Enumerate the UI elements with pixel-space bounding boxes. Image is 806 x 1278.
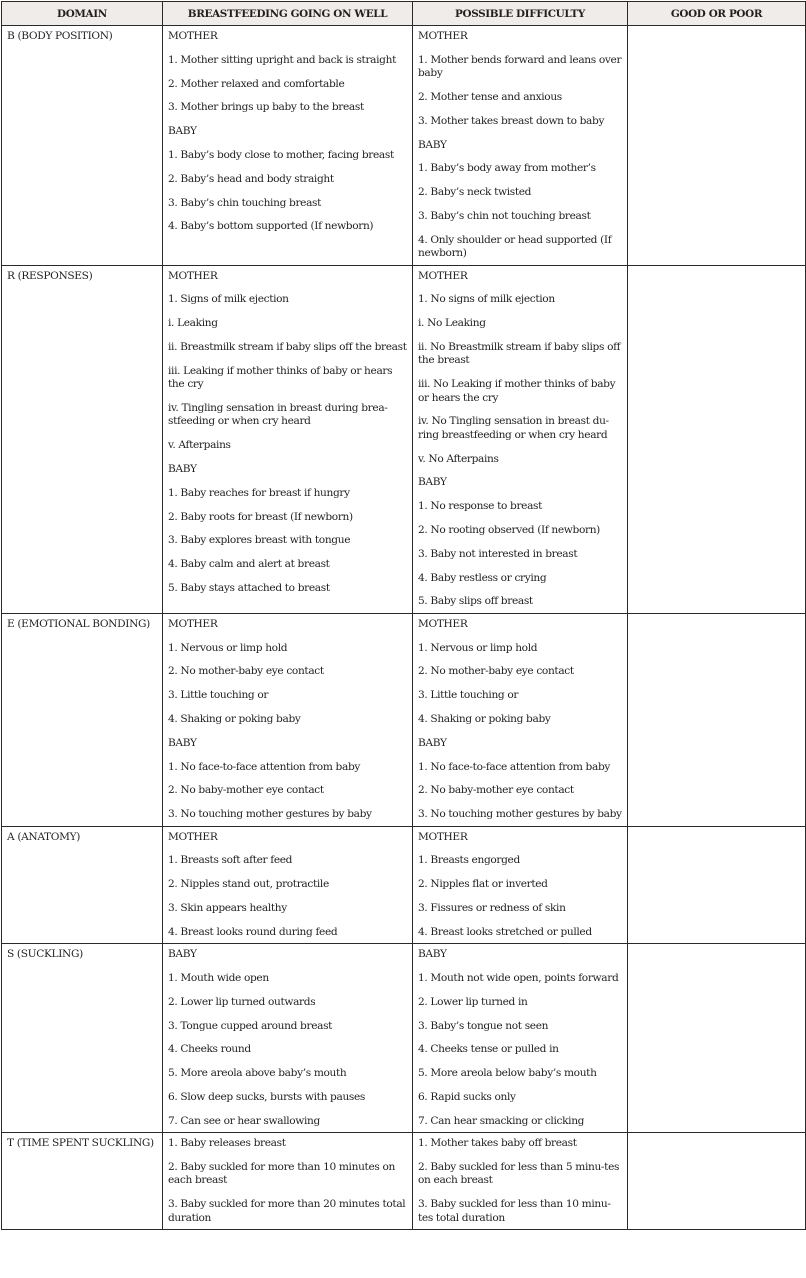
list-item: v. No Afterpains <box>418 452 499 465</box>
list-item: 3. Baby’s tongue not seen <box>418 1019 549 1032</box>
list-item: 4. Shaking or poking baby <box>418 712 551 725</box>
list-item: 2. Mother relaxed and comfortable <box>168 77 345 90</box>
list-item: 4. Baby restless or crying <box>418 571 547 584</box>
list-item: iv. No Tingling sensation in breast du-ring breastfeeding or when cry heard <box>418 415 609 441</box>
list-item: i. Leaking <box>168 317 218 330</box>
list-item: 3. Skin appears healthy <box>168 901 287 914</box>
header-going-well: BREASTFEEDING GOING ON WELL <box>163 2 413 26</box>
list-item: 6. Slow deep sucks, bursts with pauses <box>168 1090 366 1103</box>
list-item: 2. No mother-baby eye contact <box>418 665 574 678</box>
list-item: 1. Mother sitting upright and back is straight <box>168 53 396 66</box>
list-item: ii. Breastmilk stream if baby slips off the breast <box>168 340 407 353</box>
list-item: 2. Nipples flat or inverted <box>418 878 548 891</box>
list-item: 3. No touching mother gestures by baby <box>168 808 372 821</box>
going-well-cell <box>163 613 413 826</box>
list-item: 3. Little touching or <box>168 689 269 702</box>
list-item: 7. Can see or hear swallowing <box>168 1114 320 1127</box>
list-item: 7. Can hear smacking or clicking <box>418 1114 585 1127</box>
list-item: BABY <box>418 736 447 749</box>
list-item: 3. Baby’s chin not touching breast <box>418 209 591 222</box>
list-item: 3. Baby’s chin touching breast <box>168 196 322 209</box>
list-item: MOTHER <box>418 269 468 282</box>
list-item: 1. No face-to-face attention from baby <box>418 760 611 773</box>
list-item: 1. Baby reaches for breast if hungry <box>168 486 350 499</box>
list-item: 4. Baby’s bottom supported (If newborn) <box>168 220 374 233</box>
list-item: 3. No touching mother gestures by baby <box>418 808 622 821</box>
list-item: MOTHER <box>168 617 218 630</box>
list-item: MOTHER <box>168 830 218 843</box>
header-row <box>2 2 806 26</box>
list-item: 5. More areola above baby’s mouth <box>168 1067 347 1080</box>
good-or-poor-cell[interactable] <box>628 613 806 826</box>
good-or-poor-cell[interactable] <box>628 265 806 613</box>
list-item: MOTHER <box>168 269 218 282</box>
going-well-cell <box>163 826 413 944</box>
difficulty-cell <box>413 1133 628 1230</box>
list-item: 4. Breast looks stretched or pulled <box>418 925 592 938</box>
list-item: 3. Tongue cupped around breast <box>168 1019 333 1032</box>
going-well-cell <box>163 944 413 1133</box>
list-item: 3. Baby suckled for more than 20 minutes total duration <box>168 1198 406 1224</box>
list-item: 2. Mother tense and anxious <box>418 91 562 103</box>
difficulty-cell <box>413 26 628 266</box>
list-item: 1. Mouth wide open <box>168 971 269 984</box>
list-item: 4. Baby calm and alert at breast <box>168 558 330 571</box>
list-item: 2. No baby-mother eye contact <box>418 784 574 797</box>
domain-cell: S (SUCKLING) <box>2 944 163 1133</box>
list-item: 5. More areola below baby’s mouth <box>418 1067 597 1080</box>
list-item: MOTHER <box>418 617 468 630</box>
list-item: 2. Baby suckled for more than 10 minutes on each breast <box>168 1160 395 1187</box>
list-item: 2. Baby suckled for less than 5 minu-tes on each breast <box>418 1160 620 1187</box>
domain-cell: T (TIME SPENT SUCKLING) <box>2 1133 163 1230</box>
list-item: 5. Baby slips off breast <box>418 595 533 608</box>
list-item: 1. No signs of milk ejection <box>418 293 555 306</box>
list-item: 2. Baby’s neck twisted <box>418 186 532 199</box>
difficulty-cell <box>413 265 628 613</box>
list-item: 4. Breast looks round during feed <box>168 925 338 938</box>
list-item: 3. Baby not interested in breast <box>418 547 578 560</box>
list-item: 1. Breasts soft after feed <box>168 854 293 867</box>
list-item: 1. Baby releases breast <box>168 1137 286 1150</box>
list-item: 3. Little touching or <box>418 689 519 702</box>
going-well-cell <box>163 26 413 266</box>
list-item: 1. Nervous or limp hold <box>168 641 288 654</box>
list-item: BABY <box>168 125 197 138</box>
table-row-suckling <box>2 944 806 1133</box>
list-item: MOTHER <box>418 30 468 42</box>
table-row-responses <box>2 265 806 613</box>
good-or-poor-cell[interactable] <box>628 1133 806 1230</box>
table-row-emotional-bonding <box>2 613 806 826</box>
header-possible-difficulty: POSSIBLE DIFFICULTY <box>413 2 628 26</box>
good-or-poor-cell[interactable] <box>628 826 806 944</box>
header-good-or-poor: GOOD OR POOR <box>628 2 806 26</box>
list-item: i. No Leaking <box>418 317 486 330</box>
list-item: iii. No Leaking if mother thinks of baby or hears the cry <box>418 378 616 404</box>
list-item: 3. Mother brings up baby to the breast <box>168 101 364 114</box>
list-item: 3. Mother takes breast down to baby <box>418 114 605 127</box>
list-item: BABY <box>418 948 447 961</box>
list-item: 1. Breasts engorged <box>418 854 520 867</box>
difficulty-cell <box>413 826 628 944</box>
breast-assessment-table <box>1 1 806 1230</box>
list-item: 1. Nervous or limp hold <box>418 641 538 654</box>
list-item: 3. Baby suckled for less than 10 minu-tes total duration <box>418 1198 611 1224</box>
list-item: 2. Nipples stand out, protractile <box>168 878 329 891</box>
good-or-poor-cell[interactable] <box>628 944 806 1133</box>
going-well-cell <box>163 1133 413 1230</box>
list-item: 1. Baby’s body close to mother, facing breast <box>168 148 394 161</box>
list-item: 1. Mother takes baby off breast <box>418 1137 577 1150</box>
domain-cell: A (ANATOMY) <box>2 826 163 944</box>
list-item: 1. Signs of milk ejection <box>168 293 289 306</box>
list-item: BABY <box>418 476 447 489</box>
good-or-poor-cell[interactable] <box>628 26 806 266</box>
list-item: 2. Lower lip turned in <box>418 995 528 1008</box>
list-item: 2. No mother-baby eye contact <box>168 665 324 678</box>
list-item: 1. Mother bends forward and leans over baby <box>418 53 622 80</box>
list-item: 1. Baby’s body away from mother’s <box>418 162 596 175</box>
list-item: BABY <box>168 736 197 749</box>
list-item: 2. Baby’s head and body straight <box>168 172 334 185</box>
table-row-body-position <box>2 26 806 266</box>
list-item: iv. Tingling sensation in breast during brea-stfeeding or when cry heard <box>168 401 388 428</box>
list-item: 5. Baby stays attached to breast <box>168 581 330 594</box>
domain-cell: E (EMOTIONAL BONDING) <box>2 613 163 826</box>
list-item: 6. Rapid sucks only <box>418 1090 516 1103</box>
list-item: 4. Only shoulder or head supported (If newborn) <box>418 233 612 260</box>
list-item: MOTHER <box>168 30 218 42</box>
list-item: BABY <box>168 462 197 475</box>
list-item: ii. No Breastmilk stream if baby slips off the breast <box>418 340 621 367</box>
list-item: MOTHER <box>418 830 468 843</box>
table-row-anatomy <box>2 826 806 944</box>
list-item: iii. Leaking if mother thinks of baby or hears the cry <box>168 364 393 391</box>
list-item: 1. Mouth not wide open, points forward <box>418 971 619 984</box>
list-item: 2. Lower lip turned outwards <box>168 995 316 1008</box>
difficulty-cell <box>413 613 628 826</box>
list-item: 3. Fissures or redness of skin <box>418 901 566 914</box>
list-item: BABY <box>418 138 447 151</box>
list-item: BABY <box>168 948 197 961</box>
domain-cell: B (BODY POSITION) <box>2 26 163 266</box>
table-row-time-spent-suckling <box>2 1133 806 1230</box>
list-item: 2. No baby-mother eye contact <box>168 784 324 797</box>
list-item: 1. No face-to-face attention from baby <box>168 760 361 773</box>
going-well-cell <box>163 265 413 613</box>
header-domain: DOMAIN <box>2 2 163 26</box>
list-item: 4. Cheeks round <box>168 1043 251 1056</box>
list-item: 4. Shaking or poking baby <box>168 712 301 725</box>
list-item: 1. No response to breast <box>418 500 543 513</box>
domain-cell: R (RESPONSES) <box>2 265 163 613</box>
list-item: v. Afterpains <box>168 439 231 452</box>
difficulty-cell <box>413 944 628 1133</box>
list-item: 2. Baby roots for breast (If newborn) <box>168 510 353 523</box>
list-item: 2. No rooting observed (If newborn) <box>418 523 600 536</box>
list-item: 4. Cheeks tense or pulled in <box>418 1043 559 1056</box>
list-item: 3. Baby explores breast with tongue <box>168 534 351 547</box>
